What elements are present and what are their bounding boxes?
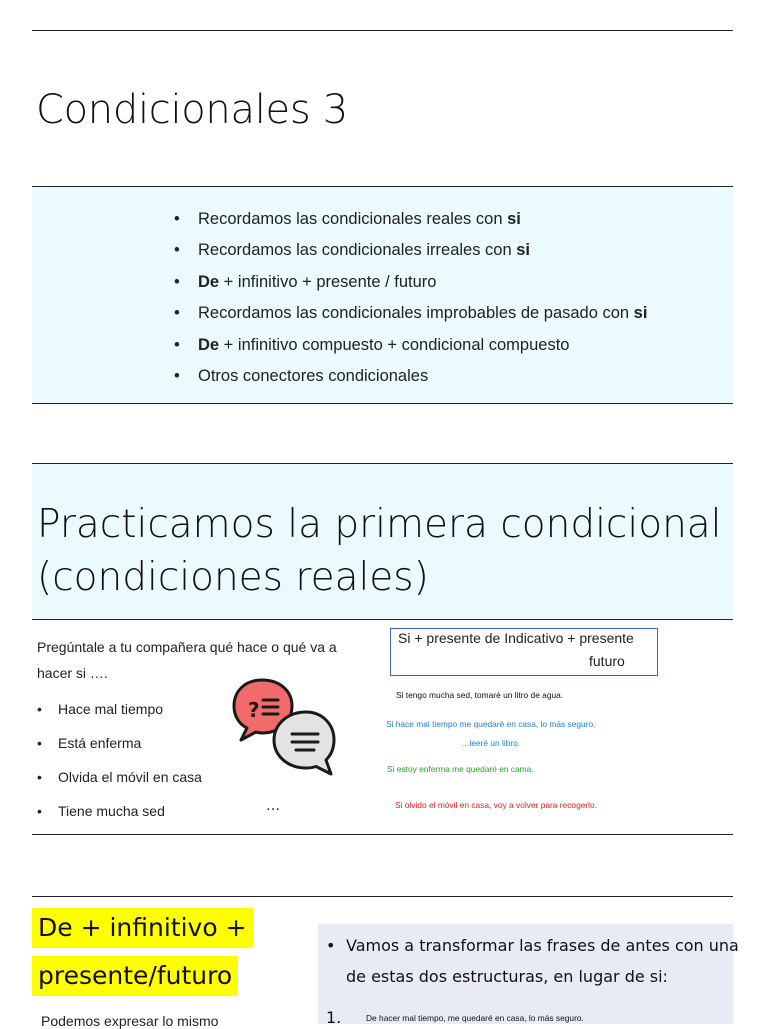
objective-item: • Recordamos las condicionales irreales con si [174,235,647,266]
objectives-list [174,204,647,392]
item-number: 1. [326,1008,342,1027]
condition-item: • Tiene mucha sed [37,794,202,828]
formula-box [390,628,658,676]
example-sentence: Si tengo mucha sed, tomaré un litro de agua. [396,690,564,700]
ellipsis-text: … [266,798,280,814]
objective-item: • Otros conectores condicionales [174,361,647,392]
objective-item: • De + infinitivo compuesto + condicional compuesto [174,330,647,361]
objective-item: • De + infinitivo + presente / futuro [174,267,647,298]
partial-explanation: Podemos expresar lo mismo [41,1013,219,1029]
practice-prompt: Pregúntale a tu compañera qué hace o qué va a hacer si …. [37,639,337,681]
objective-item: • Recordamos las condicionales improbables de pasado con si [174,298,647,329]
condition-item: • Hace mal tiempo [37,692,202,726]
condition-item: • Está enferma [37,726,202,760]
formula-line-2: futuro [589,653,625,669]
heading-highlight-line-2: presente/futuro [32,956,238,996]
example-sentence: Si olvido el móvil en casa, voy a volver para recogerlo. [395,800,598,810]
practice-title: Practicamos la primera condicional (condiciones reales) [37,502,722,600]
transform-example: De hacer mal tiempo, me quedaré en casa, lo más seguro. [366,1013,584,1023]
slide-title: Condicionales 3 [36,87,348,133]
example-sentence: …leeré un libro. [461,738,521,748]
example-sentence: Si hace mal tiempo me quedaré en casa, lo más seguro. [386,719,596,729]
formula-line-1: Si + presente de Indicativo + presente [398,630,634,646]
heading-highlight-line-1: De + infinitivo + [32,908,253,948]
example-sentence: Si estoy enferma me quedaré en cama. [387,764,534,774]
slide-top-divider [32,896,733,897]
chat-question-bubbles-icon [230,676,338,776]
condition-item: • Olvida el móvil en casa [37,760,202,794]
transform-instruction: • Vamos a transformar las frases de antes con una de estas dos estructuras, en lugar de si: [326,930,746,992]
conditions-list [37,692,202,828]
slide-bottom-divider [32,834,733,835]
svg-text:?: ? [248,698,260,722]
objective-item: • Recordamos las condicionales reales con si [174,204,647,235]
slide-top-divider [32,30,733,31]
